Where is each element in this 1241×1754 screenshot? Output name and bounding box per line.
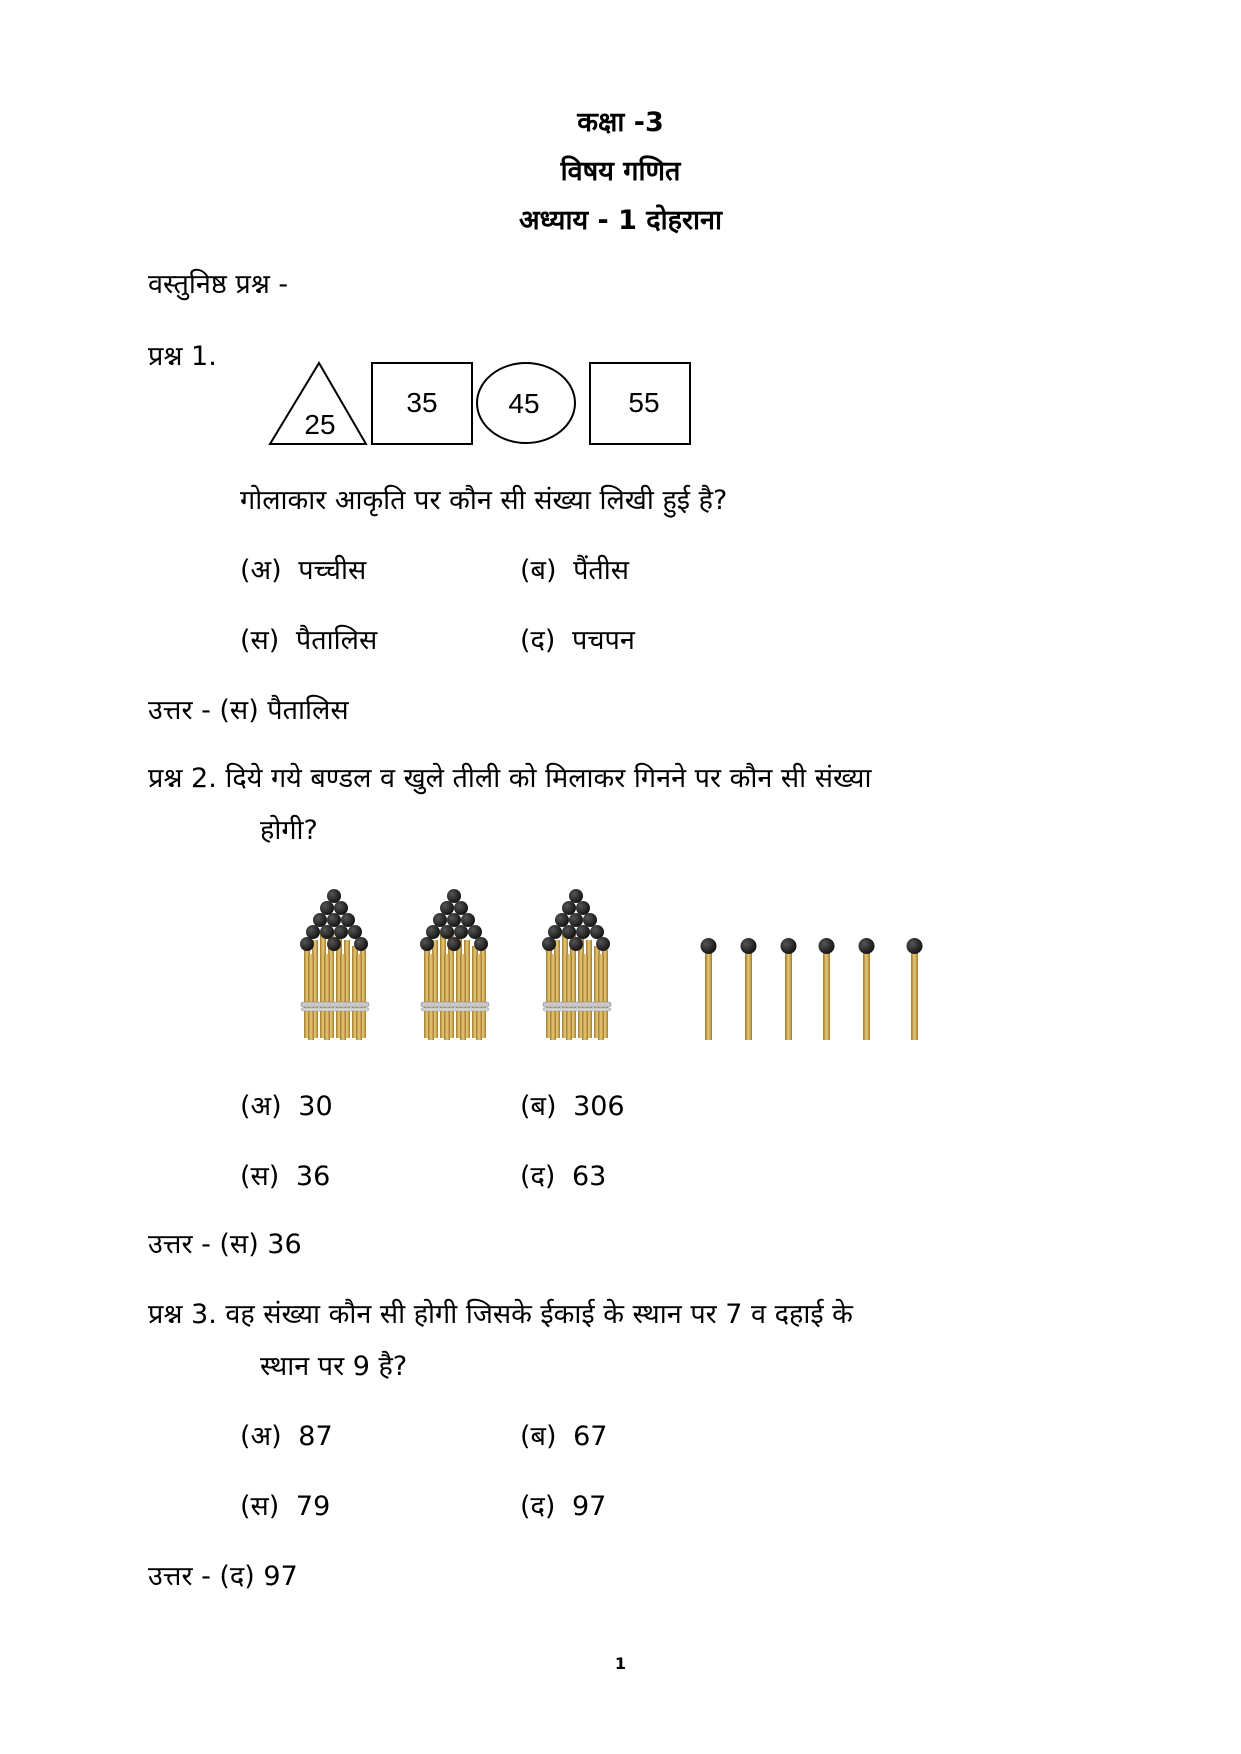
q1-answer: उत्तर - (स) पैतालिस: [148, 695, 349, 726]
option-marker: (द): [520, 1491, 556, 1522]
option-text: पच्चीस: [298, 555, 367, 586]
q1-option-b: [520, 550, 629, 587]
q1-option-d: [520, 620, 635, 657]
square-shape-2: [590, 363, 690, 444]
q3-option-b: [520, 1416, 607, 1453]
triangle-shape: [270, 363, 366, 444]
option-text: पचपन: [572, 625, 635, 656]
option-marker: (द): [520, 625, 556, 656]
option-text: 63: [572, 1161, 607, 1192]
option-text: 36: [295, 1161, 331, 1192]
q1-label: प्रश्न 1.: [148, 341, 217, 372]
q2-question-line1: प्रश्न 2. दिये गये बण्डल व खुले तीली को मिलाकर गिनने पर कौन सी संख्या: [148, 763, 872, 794]
loose-matchstick-6: [907, 938, 923, 1040]
triangle-value: 25: [304, 409, 336, 440]
page-number: 1: [614, 1654, 627, 1673]
matchstick-bundle-1: [300, 889, 369, 1040]
matchstick-bundle-2: [420, 889, 489, 1040]
circle-value: 45: [508, 388, 540, 419]
square-value-2: 55: [628, 387, 660, 418]
q2-question-line2: होगी?: [260, 815, 318, 846]
option-marker: (स): [240, 1491, 280, 1522]
option-text: 87: [298, 1421, 333, 1452]
matchsticks-figure: [290, 880, 950, 1040]
loose-matchstick-2: [741, 938, 757, 1040]
option-marker: (ब): [520, 555, 557, 586]
loose-matchstick-3: [781, 938, 797, 1040]
q3-option-d: [520, 1486, 606, 1523]
option-text: 30: [298, 1091, 333, 1122]
class-heading: कक्षा -3: [577, 107, 664, 138]
option-marker: (स): [240, 1161, 280, 1192]
option-marker: (ब): [520, 1421, 557, 1452]
option-text: पैतालिस: [295, 625, 378, 656]
option-marker: (अ): [240, 1091, 282, 1122]
loose-matchstick-1: [701, 938, 717, 1040]
q3-question-line1: प्रश्न 3. वह संख्या कौन सी होगी जिसके ईकाई के स्थान पर 7 व दहाई के: [148, 1299, 853, 1330]
loose-matchstick-4: [819, 938, 835, 1040]
option-text: 306: [573, 1091, 625, 1122]
q3-option-c: [240, 1486, 330, 1523]
q3-answer: उत्तर - (द) 97: [148, 1561, 298, 1592]
q3-question-line2: स्थान पर 9 है?: [260, 1351, 408, 1382]
section-title: वस्तुनिष्ठ प्रश्न -: [148, 269, 289, 300]
chapter-heading: अध्याय - 1 दोहराना: [519, 205, 722, 236]
q1-shapes-figure: [266, 360, 696, 450]
option-text: 79: [295, 1491, 331, 1522]
option-marker: (द): [520, 1161, 556, 1192]
subject-heading: विषय गणित: [560, 156, 681, 187]
option-marker: (अ): [240, 1421, 282, 1452]
q2-option-d: [520, 1156, 606, 1193]
matchstick-bundle-3: [542, 889, 611, 1040]
option-marker: (अ): [240, 555, 282, 586]
option-text: 97: [572, 1491, 607, 1522]
q2-answer: उत्तर - (स) 36: [148, 1229, 302, 1260]
option-marker: (ब): [520, 1091, 557, 1122]
loose-matchstick-5: [859, 938, 875, 1040]
q3-option-a: [240, 1416, 333, 1453]
square-shape-1: [372, 363, 472, 444]
circle-shape: [477, 363, 575, 443]
q2-option-b: [520, 1086, 625, 1123]
q1-option-a: [240, 550, 366, 587]
square-value-1: 35: [406, 387, 438, 418]
q2-option-a: [240, 1086, 333, 1123]
q1-option-c: [240, 620, 377, 657]
option-text: पैंतीस: [573, 555, 630, 586]
q2-option-c: [240, 1156, 330, 1193]
q1-question: गोलाकार आकृति पर कौन सी संख्या लिखी हुई है?: [240, 485, 728, 516]
option-marker: (स): [240, 625, 280, 656]
option-text: 67: [573, 1421, 608, 1452]
